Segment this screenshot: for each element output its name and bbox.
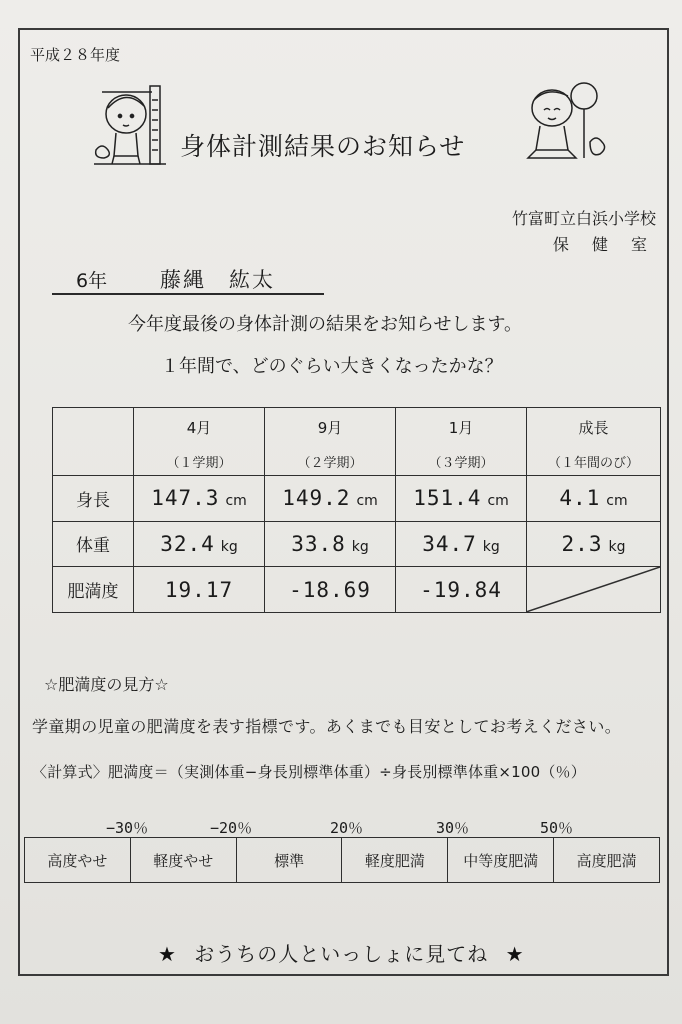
bmi-category: 高度肥満 <box>554 838 660 883</box>
cell-value: 147.3 <box>151 486 220 511</box>
cell-unit: cm <box>606 493 628 510</box>
child-sign-illustration <box>518 80 610 168</box>
cell-value: 2.3 <box>561 531 603 556</box>
row-label: 肥満度 <box>53 567 134 613</box>
name-underline <box>52 293 324 295</box>
bmi-heading: ☆肥満度の見方☆ <box>44 675 169 694</box>
bmi-category: 高度やせ <box>25 838 131 883</box>
measurement-table <box>52 407 661 613</box>
table-cell <box>527 521 661 567</box>
threshold-label: −30％ <box>106 819 149 837</box>
table-row <box>53 567 661 613</box>
threshold-label: 50％ <box>540 819 574 837</box>
bmi-formula: 〈計算式〉肥満度＝（実測体重−身長別標準体重）÷身長別標準体重×100（％） <box>32 763 586 781</box>
table-header-row <box>53 408 661 476</box>
column-month: 1月 <box>448 418 474 437</box>
cell-value: 4.1 <box>559 486 601 511</box>
intro-line-2: １年間で、どのぐらい大きくなったかな？ <box>161 356 503 377</box>
diagonal-line <box>527 567 660 612</box>
table-row <box>53 476 661 522</box>
table-cell: -18.69 <box>265 567 396 613</box>
cell-unit: cm <box>356 493 378 510</box>
school-name: 竹富町立白浜小学校 <box>511 209 656 228</box>
column-header <box>527 408 661 476</box>
table-cell: 19.17 <box>134 567 265 613</box>
fiscal-year-label: 平成２８年度 <box>30 46 121 64</box>
bmi-category: 標準 <box>236 838 342 883</box>
column-term: （２学期） <box>297 455 363 471</box>
table-cell <box>527 476 661 522</box>
bmi-category: 軽度肥満 <box>342 838 448 883</box>
bmi-category-scale <box>24 837 660 883</box>
table-cell <box>396 476 527 522</box>
empty-diagonal-cell <box>527 567 661 613</box>
table-cell <box>134 521 265 567</box>
star-icon: ★ <box>158 942 177 966</box>
threshold-label: −20％ <box>210 819 253 837</box>
cell-value: 34.7 <box>422 531 477 556</box>
cell-value: 149.2 <box>282 486 351 511</box>
cell-value: 151.4 <box>413 486 482 511</box>
cell-unit: kg <box>482 538 500 555</box>
table-corner-cell <box>53 408 134 476</box>
column-header <box>134 408 265 476</box>
student-grade: 6年 <box>76 270 108 292</box>
bmi-description: 学童期の児童の肥満度を表す指標です。あくまでも目安としてお考えください。 <box>32 717 622 736</box>
student-name: 藤縄 紘太 <box>160 268 275 292</box>
column-header <box>396 408 527 476</box>
intro-line-1: 今年度最後の身体計測の結果をお知らせします。 <box>128 314 523 335</box>
table-row <box>25 838 660 883</box>
cell-unit: cm <box>487 493 509 510</box>
cell-unit: kg <box>220 538 238 555</box>
row-label: 体重 <box>53 521 134 567</box>
child-height-illustration <box>92 84 172 170</box>
column-term: （１年間のび） <box>547 455 639 471</box>
table-cell <box>134 476 265 522</box>
column-month: 成長 <box>578 418 609 437</box>
table-cell: -19.84 <box>396 567 527 613</box>
table-cell <box>396 521 527 567</box>
table-cell <box>265 476 396 522</box>
cell-value: 32.4 <box>160 531 215 556</box>
footer-text: おうちの人といっしょに見てね <box>194 942 489 966</box>
star-icon: ★ <box>505 942 525 966</box>
threshold-label: 30％ <box>436 819 470 837</box>
column-term: （３学期） <box>428 455 494 471</box>
cell-value: 33.8 <box>291 531 346 556</box>
table-cell <box>265 521 396 567</box>
table-row <box>53 521 661 567</box>
column-header <box>265 408 396 476</box>
bmi-category: 軽度やせ <box>130 838 236 883</box>
cell-unit: cm <box>225 493 247 510</box>
health-office-label: 保 健 室 <box>552 235 656 254</box>
page-title: 身体計測結果のお知らせ <box>180 132 466 161</box>
footer-message <box>158 938 525 967</box>
cell-unit: kg <box>608 538 626 555</box>
column-term: （１学期） <box>166 455 232 471</box>
threshold-label: 20％ <box>330 819 364 837</box>
bmi-category: 中等度肥満 <box>448 838 554 883</box>
column-month: 9月 <box>317 418 343 437</box>
row-label: 身長 <box>53 476 134 522</box>
column-month: 4月 <box>186 418 212 437</box>
cell-unit: kg <box>351 538 369 555</box>
